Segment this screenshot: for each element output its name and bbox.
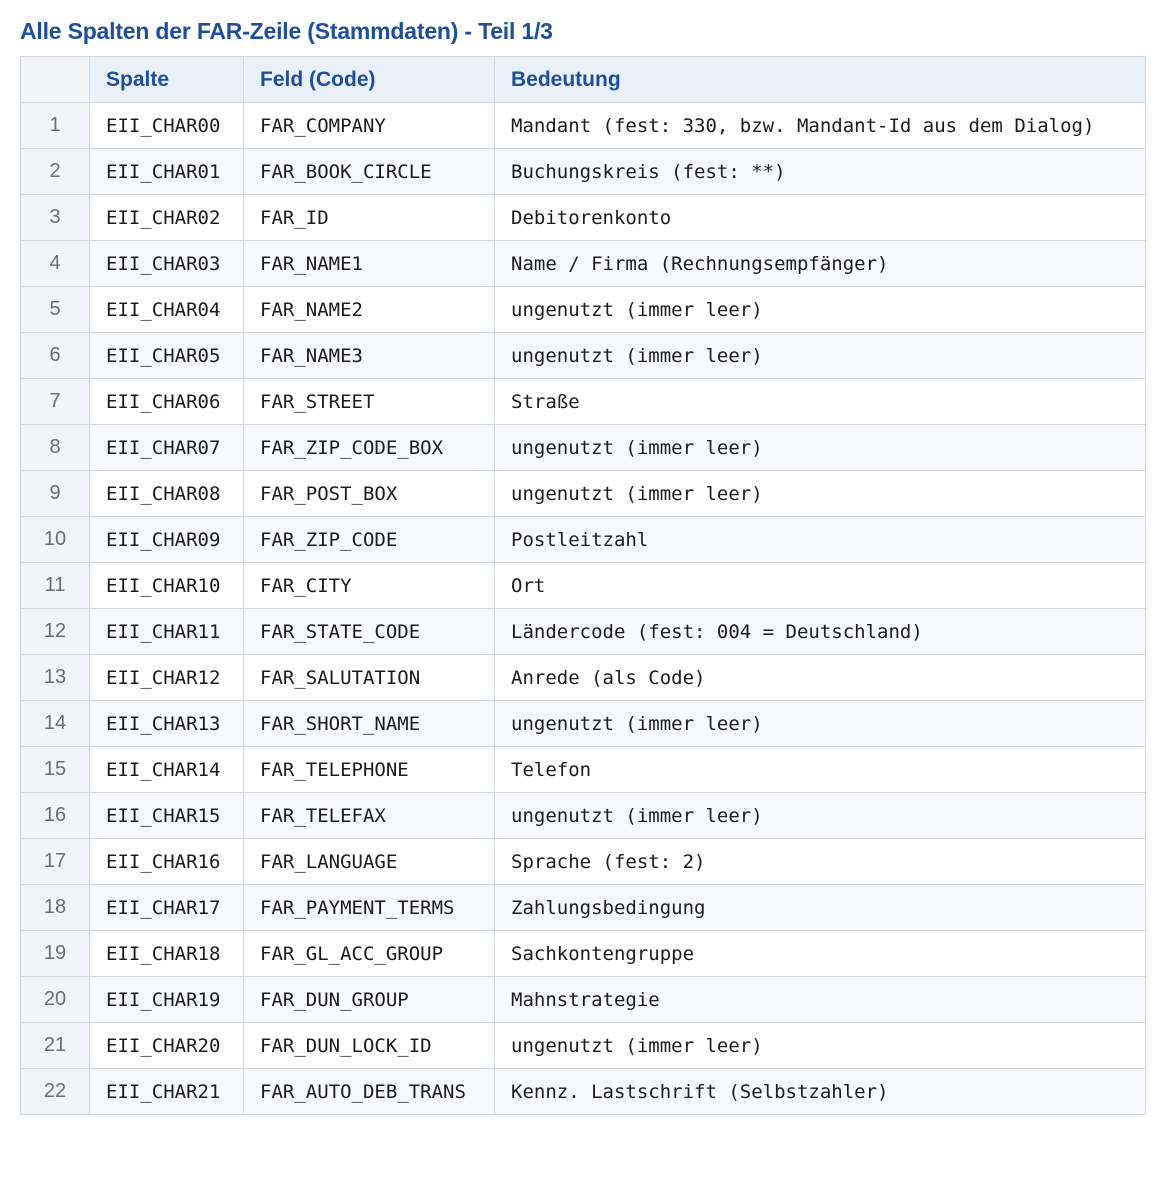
cell-bedeutung: Debitorenkonto [495,195,1146,241]
table-row [21,425,1146,471]
header-row-number [21,57,90,103]
page-title: Alle Spalten der FAR-Zeile (Stammdaten) - Teil 1/3 [20,18,553,44]
table-row [21,563,1146,609]
cell-spalte: EII_CHAR02 [90,195,244,241]
table-row [21,793,1146,839]
cell-spalte: EII_CHAR18 [90,931,244,977]
table-row [21,609,1146,655]
cell-spalte: EII_CHAR21 [90,1069,244,1115]
cell-feld: FAR_ZIP_CODE [244,517,495,563]
cell-bedeutung: ungenutzt (immer leer) [495,425,1146,471]
row-number: 4 [21,241,90,287]
row-number: 11 [21,563,90,609]
header-row [21,57,1146,103]
row-number: 10 [21,517,90,563]
row-number: 16 [21,793,90,839]
row-number: 13 [21,655,90,701]
cell-feld: FAR_PAYMENT_TERMS [244,885,495,931]
row-number: 20 [21,977,90,1023]
cell-feld: FAR_NAME3 [244,333,495,379]
cell-bedeutung: Buchungskreis (fest: **) [495,149,1146,195]
cell-bedeutung: ungenutzt (immer leer) [495,471,1146,517]
cell-bedeutung: Telefon [495,747,1146,793]
table-row [21,103,1146,149]
table-row [21,149,1146,195]
cell-feld: FAR_NAME2 [244,287,495,333]
table-row [21,379,1146,425]
cell-bedeutung: Straße [495,379,1146,425]
cell-spalte: EII_CHAR17 [90,885,244,931]
table-row [21,977,1146,1023]
cell-spalte: EII_CHAR11 [90,609,244,655]
table-header [21,57,1146,103]
row-number: 14 [21,701,90,747]
cell-feld: FAR_NAME1 [244,241,495,287]
cell-feld: FAR_TELEFAX [244,793,495,839]
cell-bedeutung: ungenutzt (immer leer) [495,701,1146,747]
cell-feld: FAR_AUTO_DEB_TRANS [244,1069,495,1115]
row-number: 21 [21,1023,90,1069]
table-row [21,195,1146,241]
header-bedeutung: Bedeutung [495,57,1146,103]
cell-bedeutung: Sachkontengruppe [495,931,1146,977]
cell-spalte: EII_CHAR09 [90,517,244,563]
cell-feld: FAR_STREET [244,379,495,425]
cell-spalte: EII_CHAR01 [90,149,244,195]
cell-feld: FAR_TELEPHONE [244,747,495,793]
table-body [21,103,1146,1115]
cell-bedeutung: ungenutzt (immer leer) [495,287,1146,333]
table-row [21,1069,1146,1115]
table-row [21,839,1146,885]
table-row [21,517,1146,563]
row-number: 19 [21,931,90,977]
cell-feld: FAR_SHORT_NAME [244,701,495,747]
cell-bedeutung: Mandant (fest: 330, bzw. Mandant-Id aus dem Dialog) [495,103,1146,149]
table-row [21,1023,1146,1069]
cell-spalte: EII_CHAR12 [90,655,244,701]
row-number: 2 [21,149,90,195]
cell-spalte: EII_CHAR16 [90,839,244,885]
cell-bedeutung: Postleitzahl [495,517,1146,563]
cell-spalte: EII_CHAR06 [90,379,244,425]
cell-bedeutung: Sprache (fest: 2) [495,839,1146,885]
header-feld: Feld (Code) [244,57,495,103]
cell-spalte: EII_CHAR15 [90,793,244,839]
cell-spalte: EII_CHAR14 [90,747,244,793]
row-number: 18 [21,885,90,931]
row-number: 7 [21,379,90,425]
far-columns-table [20,56,1146,1115]
cell-spalte: EII_CHAR03 [90,241,244,287]
cell-spalte: EII_CHAR19 [90,977,244,1023]
cell-feld: FAR_CITY [244,563,495,609]
row-number: 6 [21,333,90,379]
cell-spalte: EII_CHAR10 [90,563,244,609]
row-number: 22 [21,1069,90,1115]
table-row [21,885,1146,931]
cell-spalte: EII_CHAR05 [90,333,244,379]
cell-bedeutung: ungenutzt (immer leer) [495,333,1146,379]
cell-feld: FAR_GL_ACC_GROUP [244,931,495,977]
cell-bedeutung: Kennz. Lastschrift (Selbstzahler) [495,1069,1146,1115]
table-row [21,701,1146,747]
cell-feld: FAR_DUN_GROUP [244,977,495,1023]
cell-spalte: EII_CHAR07 [90,425,244,471]
cell-spalte: EII_CHAR08 [90,471,244,517]
cell-bedeutung: Zahlungsbedingung [495,885,1146,931]
row-number: 12 [21,609,90,655]
cell-feld: FAR_BOOK_CIRCLE [244,149,495,195]
cell-feld: FAR_STATE_CODE [244,609,495,655]
cell-spalte: EII_CHAR04 [90,287,244,333]
row-number: 9 [21,471,90,517]
cell-bedeutung: Anrede (als Code) [495,655,1146,701]
cell-feld: FAR_POST_BOX [244,471,495,517]
cell-spalte: EII_CHAR20 [90,1023,244,1069]
row-number: 3 [21,195,90,241]
cell-feld: FAR_COMPANY [244,103,495,149]
cell-bedeutung: Name / Firma (Rechnungsempfänger) [495,241,1146,287]
row-number: 17 [21,839,90,885]
cell-bedeutung: ungenutzt (immer leer) [495,793,1146,839]
cell-feld: FAR_DUN_LOCK_ID [244,1023,495,1069]
cell-feld: FAR_SALUTATION [244,655,495,701]
table-row [21,931,1146,977]
row-number: 1 [21,103,90,149]
table-row [21,747,1146,793]
table-row [21,241,1146,287]
cell-spalte: EII_CHAR13 [90,701,244,747]
table-row [21,333,1146,379]
cell-bedeutung: Mahnstrategie [495,977,1146,1023]
cell-feld: FAR_ID [244,195,495,241]
cell-feld: FAR_LANGUAGE [244,839,495,885]
header-spalte: Spalte [90,57,244,103]
cell-bedeutung: Ländercode (fest: 004 = Deutschland) [495,609,1146,655]
row-number: 15 [21,747,90,793]
cell-bedeutung: ungenutzt (immer leer) [495,1023,1146,1069]
row-number: 8 [21,425,90,471]
table-row [21,655,1146,701]
cell-bedeutung: Ort [495,563,1146,609]
row-number: 5 [21,287,90,333]
table-row [21,471,1146,517]
cell-feld: FAR_ZIP_CODE_BOX [244,425,495,471]
cell-spalte: EII_CHAR00 [90,103,244,149]
table-row [21,287,1146,333]
